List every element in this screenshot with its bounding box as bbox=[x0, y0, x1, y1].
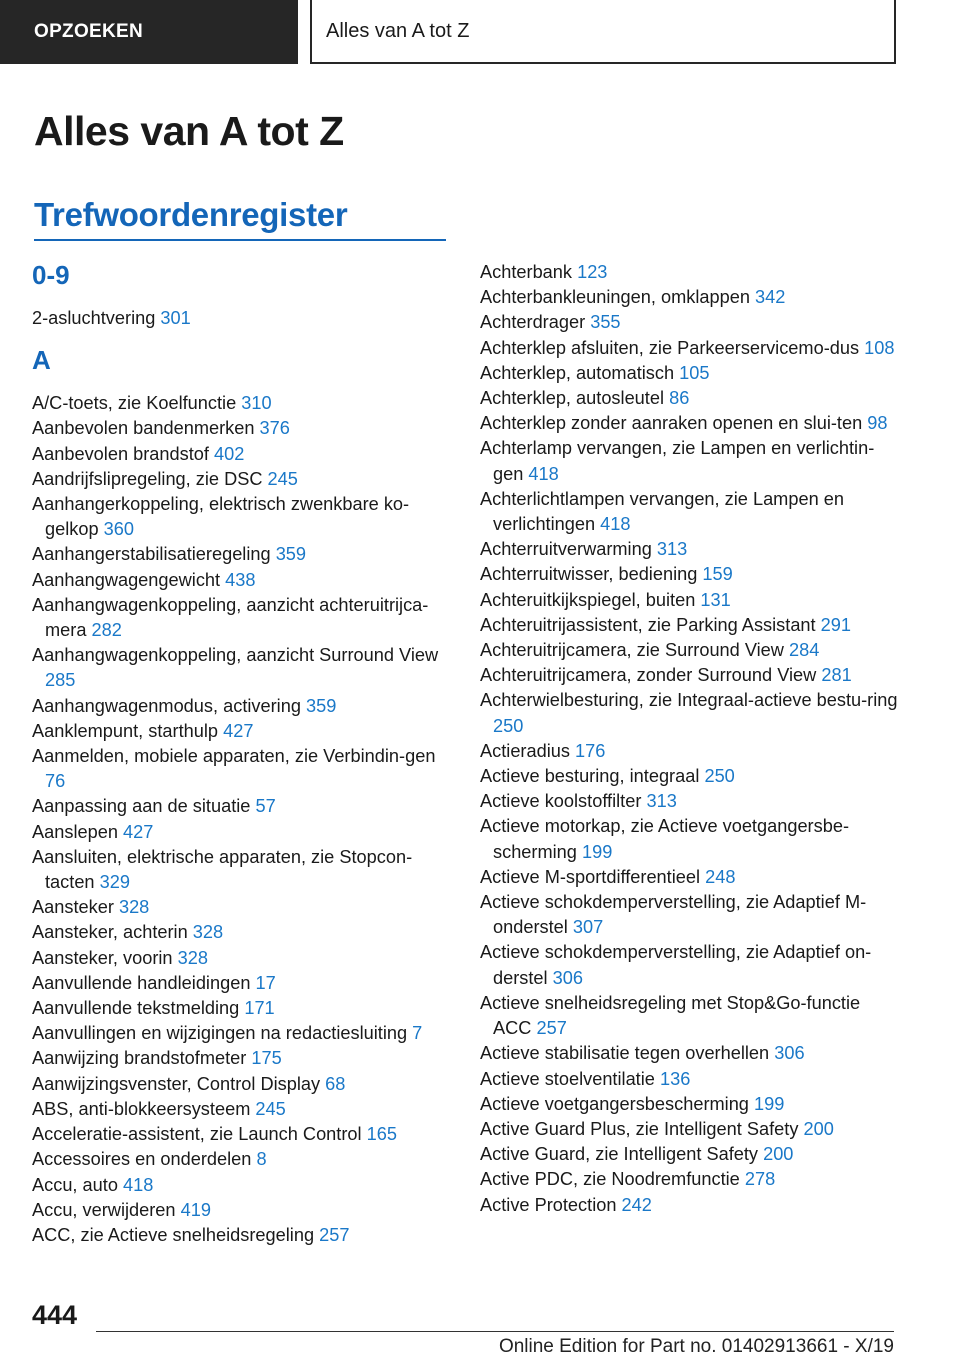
index-entry-text: Achterwielbesturing, zie Integraal-actieve bestu-ring bbox=[480, 690, 898, 711]
index-entry bbox=[480, 739, 900, 764]
index-entry-text: Actieve besturing, integraal bbox=[480, 766, 700, 787]
index-page-link[interactable]: 242 bbox=[621, 1194, 652, 1215]
index-page-link[interactable]: 306 bbox=[552, 967, 584, 988]
index-entry bbox=[480, 890, 900, 940]
index-entry bbox=[480, 562, 900, 587]
index-entry-text: Actieve motorkap, zie Actieve voetgangersbe-scherming bbox=[480, 816, 849, 862]
index-entry-text: Actieradius bbox=[480, 740, 570, 761]
index-page-link[interactable]: 291 bbox=[820, 614, 852, 635]
index-page-link[interactable]: 418 bbox=[123, 1174, 154, 1195]
index-page-link[interactable]: 281 bbox=[821, 665, 852, 686]
index-page-link[interactable]: 199 bbox=[581, 841, 613, 862]
index-entry bbox=[32, 845, 452, 895]
index-page-link[interactable]: 307 bbox=[572, 917, 604, 938]
index-entry-text: Accessoires en onderdelen bbox=[32, 1149, 252, 1170]
index-entry-text: Actieve schokdemperverstelling, zie Adaptief M-onderstel bbox=[480, 892, 867, 938]
index-entry bbox=[480, 789, 900, 814]
index-entry-text: Actieve stabilisatie tegen overhellen bbox=[480, 1043, 770, 1064]
index-page-link[interactable]: 257 bbox=[536, 1018, 567, 1039]
index-entry bbox=[32, 920, 452, 945]
index-page-link[interactable]: 108 bbox=[864, 337, 895, 358]
index-page-link[interactable]: 250 bbox=[704, 766, 735, 787]
index-entry bbox=[480, 310, 900, 335]
index-page-link[interactable]: 257 bbox=[319, 1224, 350, 1245]
index-page-link[interactable]: 402 bbox=[214, 443, 245, 464]
index-page-link[interactable]: 359 bbox=[275, 544, 307, 565]
index-page-link[interactable]: 359 bbox=[306, 695, 337, 716]
index-entry bbox=[480, 1092, 900, 1117]
index-entry bbox=[32, 1173, 452, 1198]
index-entry-text: Aansluiten, elektrische apparaten, zie Stopcon-tacten bbox=[32, 846, 413, 893]
index-page-link[interactable]: 123 bbox=[577, 262, 608, 282]
index-page-link[interactable]: 105 bbox=[679, 362, 710, 383]
index-page-link[interactable]: 355 bbox=[590, 312, 621, 333]
index-entry bbox=[32, 391, 452, 416]
index-entry-text: Achterlamp vervangen, zie Lampen en verlichtin-gen bbox=[480, 438, 875, 484]
index-page-link[interactable]: 329 bbox=[99, 872, 130, 893]
index-page-link[interactable]: 376 bbox=[259, 418, 290, 439]
index-entry-text: Aanklempunt, starthulp bbox=[32, 720, 219, 741]
index-entry bbox=[480, 764, 900, 789]
index-entry-text: 2-asluchtvering bbox=[32, 308, 156, 328]
index-entry bbox=[32, 1072, 452, 1097]
subtitle-underline bbox=[34, 239, 446, 241]
index-entry bbox=[480, 865, 900, 890]
index-entry bbox=[480, 487, 900, 537]
index-column-left bbox=[32, 260, 452, 1248]
section-tab[interactable] bbox=[0, 0, 298, 64]
index-entry bbox=[32, 306, 452, 331]
index-page-link[interactable]: 136 bbox=[659, 1068, 691, 1089]
index-page-link[interactable]: 250 bbox=[493, 715, 524, 736]
index-letter-heading: 0-9 bbox=[32, 260, 70, 290]
index-page-link[interactable]: 313 bbox=[656, 539, 688, 560]
index-entry-text: Aanhangerstabilisatieregeling bbox=[32, 544, 271, 565]
index-entry bbox=[480, 1142, 900, 1167]
index-entry-text: Achterklep, automatisch bbox=[480, 362, 675, 383]
index-entry bbox=[480, 663, 900, 688]
index-entry-text: Achteruitrijcamera, zonder Surround View bbox=[480, 665, 817, 686]
index-entry-text: Achterdrager bbox=[480, 312, 586, 333]
index-page-link[interactable]: 278 bbox=[744, 1169, 776, 1190]
index-letter-heading: A bbox=[32, 345, 51, 376]
index-entry bbox=[480, 1167, 900, 1192]
index-page-link[interactable]: 310 bbox=[241, 393, 272, 414]
index-entry-text: Aanwijzing brandstofmeter bbox=[32, 1048, 247, 1069]
index-entry bbox=[32, 946, 452, 971]
chapter-tab[interactable] bbox=[312, 0, 896, 64]
index-entry bbox=[32, 1147, 452, 1172]
index-page-link[interactable]: 342 bbox=[755, 287, 786, 308]
index-entry-text: Aanvullende tekstmelding bbox=[32, 998, 240, 1019]
index-entry-text: Actieve koolstoffilter bbox=[480, 791, 642, 812]
index-entry-text: Aansteker, achterin bbox=[32, 922, 188, 943]
index-entry bbox=[32, 643, 452, 693]
index-entry bbox=[480, 1067, 900, 1092]
index-entry-text: Acceleratie-assistent, zie Launch Control bbox=[32, 1124, 362, 1145]
index-entry bbox=[480, 588, 900, 613]
index-entry-text: Achterbank bbox=[480, 262, 573, 282]
index-entry bbox=[480, 814, 900, 864]
section-subtitle: Trefwoordenregister bbox=[34, 196, 348, 233]
index-entry-text: Aanslepen bbox=[32, 821, 118, 842]
index-entry bbox=[32, 694, 452, 719]
index-entry-text: Aanvullende handleidingen bbox=[32, 972, 251, 993]
index-entry-text: Achteruitrijcamera, zie Surround View bbox=[480, 640, 784, 661]
index-entry-text: Active Guard Plus, zie Intelligent Safety bbox=[480, 1118, 799, 1139]
index-entry-text: Actieve snelheidsregeling met Stop&Go-functie ACC bbox=[480, 992, 861, 1039]
section-tab-label: OPZOEKEN bbox=[34, 21, 144, 42]
index-entry bbox=[480, 613, 900, 638]
index-entry-text: Actieve M-sportdifferentieel bbox=[480, 866, 701, 887]
index-entry bbox=[480, 260, 900, 285]
page-number: 444 bbox=[32, 1300, 78, 1330]
index-page-link[interactable]: 248 bbox=[705, 866, 736, 887]
index-entry bbox=[32, 467, 452, 492]
index-page-link[interactable]: 282 bbox=[91, 620, 122, 641]
index-entry bbox=[32, 568, 452, 593]
index-page-link[interactable]: 306 bbox=[774, 1043, 805, 1064]
index-entry-text: Achterruitverwarming bbox=[480, 539, 652, 560]
index-page-link[interactable]: 7 bbox=[412, 1023, 423, 1044]
index-entry bbox=[480, 1193, 900, 1218]
index-entry-text: Aanhangwagenkoppeling, aanzicht Surround View bbox=[32, 645, 439, 666]
index-page-link[interactable]: 285 bbox=[45, 670, 76, 691]
index-entry bbox=[480, 1041, 900, 1066]
index-entry bbox=[32, 719, 452, 744]
index-entry-text: Actieve schokdemperverstelling, zie Adaptief on-derstel bbox=[480, 942, 872, 988]
index-page-link[interactable]: 328 bbox=[118, 897, 150, 918]
index-page-link[interactable]: 427 bbox=[123, 821, 154, 842]
index-entry-text: Accu, auto bbox=[32, 1174, 118, 1195]
index-page-link[interactable]: 131 bbox=[700, 589, 731, 610]
index-entry-text: Actieve stoelventilatie bbox=[480, 1068, 655, 1089]
index-entry bbox=[480, 411, 900, 436]
index-page-link[interactable]: 245 bbox=[255, 1098, 286, 1119]
index-entry-text: Aanhangwagenkoppeling, aanzicht achteruitrijca-mera bbox=[32, 594, 429, 641]
index-page-link[interactable]: 360 bbox=[103, 519, 135, 540]
index-entry bbox=[32, 794, 452, 819]
index-entry bbox=[480, 537, 900, 562]
index-entry-text: Achterruitwisser, bediening bbox=[480, 564, 698, 585]
index-page-link[interactable]: 175 bbox=[251, 1048, 282, 1069]
index-page-link[interactable]: 313 bbox=[646, 791, 677, 812]
index-page-link[interactable]: 328 bbox=[192, 922, 224, 943]
index-page-link[interactable]: 200 bbox=[803, 1118, 834, 1139]
index-page-link[interactable]: 176 bbox=[575, 740, 606, 761]
index-page-link[interactable]: 419 bbox=[180, 1199, 211, 1220]
index-entry bbox=[32, 1122, 452, 1147]
index-page-link[interactable]: 199 bbox=[754, 1093, 785, 1114]
index-entry bbox=[480, 940, 900, 990]
index-entry-text: Achterklep, autosleutel bbox=[480, 388, 665, 409]
index-entry-text: A/C-toets, zie Koelfunctie bbox=[32, 393, 237, 414]
index-entry-text: Aanmelden, mobiele apparaten, zie Verbindin-gen bbox=[32, 746, 436, 767]
index-page-link[interactable]: 98 bbox=[867, 413, 888, 434]
index-entry-text: Achterklep afsluiten, zie Parkeerservicemo-dus bbox=[480, 337, 860, 358]
index-entry-text: Aanhangerkoppeling, elektrisch zwenkbare ko-gelkop bbox=[32, 494, 410, 540]
index-entry bbox=[480, 336, 900, 361]
index-page-link[interactable]: 200 bbox=[763, 1144, 794, 1165]
index-entry-text: Aandrijfslipregeling, zie DSC bbox=[32, 468, 263, 489]
index-page-link[interactable]: 8 bbox=[256, 1149, 267, 1170]
index-entry bbox=[32, 492, 452, 542]
index-page-link[interactable]: 159 bbox=[702, 564, 733, 585]
chapter-tab-label: Alles van A tot Z bbox=[326, 19, 470, 42]
index-entry-text: Active Protection bbox=[480, 1194, 617, 1215]
index-entry-text: Aanwijzingsvenster, Control Display bbox=[32, 1073, 321, 1094]
index-entry bbox=[32, 820, 452, 845]
index-entry bbox=[32, 744, 452, 794]
index-entry-text: Aansteker, voorin bbox=[32, 947, 173, 968]
index-entry bbox=[32, 1021, 452, 1046]
index-entry bbox=[32, 996, 452, 1021]
index-page-link[interactable]: 86 bbox=[669, 388, 690, 409]
index-entry-text: Aanhangwagenmodus, activering bbox=[32, 695, 301, 716]
index-entry bbox=[480, 688, 900, 738]
index-entry-text: Aansteker bbox=[32, 897, 114, 918]
index-page-link[interactable]: 17 bbox=[255, 972, 276, 993]
index-entry bbox=[32, 971, 452, 996]
footer-divider bbox=[96, 1331, 894, 1332]
index-column-right bbox=[480, 260, 900, 1218]
index-entry bbox=[480, 1117, 900, 1142]
index-entry bbox=[480, 285, 900, 310]
index-entry bbox=[480, 436, 900, 486]
index-page-link[interactable]: 328 bbox=[177, 947, 208, 968]
index-entry-text: Achterlichtlampen vervangen, zie Lampen en verlichtingen bbox=[480, 488, 844, 535]
index-page-link[interactable]: 245 bbox=[267, 468, 298, 489]
index-entry-text: Aanbevolen brandstof bbox=[32, 443, 209, 464]
index-entry-text: Achterbankleuningen, omklappen bbox=[480, 287, 750, 308]
index-entry-text: Achteruitkijkspiegel, buiten bbox=[480, 589, 696, 610]
index-entry-text: Active PDC, zie Noodremfunctie bbox=[480, 1169, 740, 1190]
index-page-link[interactable]: 418 bbox=[528, 463, 559, 484]
index-entry bbox=[32, 1223, 452, 1248]
index-page-link[interactable]: 438 bbox=[225, 569, 256, 590]
index-entry bbox=[480, 361, 900, 386]
index-entry-text: ABS, anti-blokkeersysteem bbox=[32, 1098, 251, 1119]
index-page-link[interactable]: 171 bbox=[244, 998, 275, 1019]
index-page-link[interactable]: 76 bbox=[45, 771, 66, 792]
index-entry-text: Accu, verwijderen bbox=[32, 1199, 176, 1220]
index-entry-text: Achterklep zonder aanraken openen en slui-ten bbox=[480, 413, 863, 434]
index-entry-text: Actieve voetgangersbescherming bbox=[480, 1093, 749, 1114]
index-entry bbox=[480, 386, 900, 411]
index-page-link[interactable]: 57 bbox=[255, 796, 276, 817]
index-entry-text: Aanhangwagengewicht bbox=[32, 569, 221, 590]
index-entry-text: Aanvullingen en wijzigingen na redactiesluiting bbox=[32, 1023, 408, 1044]
index-page-link[interactable]: 301 bbox=[160, 308, 191, 328]
index-entry-text: Active Guard, zie Intelligent Safety bbox=[480, 1144, 759, 1165]
index-page-link[interactable]: 427 bbox=[223, 720, 254, 741]
index-entry-text: Aanpassing aan de situatie bbox=[32, 796, 251, 817]
index-entry bbox=[32, 442, 452, 467]
index-entry bbox=[480, 991, 900, 1041]
page-title: Alles van A tot Z bbox=[34, 108, 344, 154]
index-entry bbox=[32, 1198, 452, 1223]
index-entry bbox=[480, 638, 900, 663]
index-entry bbox=[32, 593, 452, 643]
index-entry bbox=[32, 1097, 452, 1122]
index-entry-text: Achteruitrijassistent, zie Parking Assistant bbox=[480, 614, 816, 635]
index-entry bbox=[32, 895, 452, 920]
edition-footer: Online Edition for Part no. 01402913661 - X/19 bbox=[498, 1336, 894, 1357]
index-entry bbox=[32, 542, 452, 567]
index-page-link[interactable]: 68 bbox=[325, 1073, 346, 1094]
index-entry bbox=[32, 1046, 452, 1071]
index-page-link[interactable]: 284 bbox=[789, 640, 820, 661]
index-entry bbox=[32, 416, 452, 441]
index-page-link[interactable]: 165 bbox=[366, 1124, 397, 1145]
index-page-link[interactable]: 418 bbox=[600, 514, 631, 535]
index-entry-text: Aanbevolen bandenmerken bbox=[32, 418, 255, 439]
index-entry-text: ACC, zie Actieve snelheidsregeling bbox=[32, 1224, 315, 1245]
